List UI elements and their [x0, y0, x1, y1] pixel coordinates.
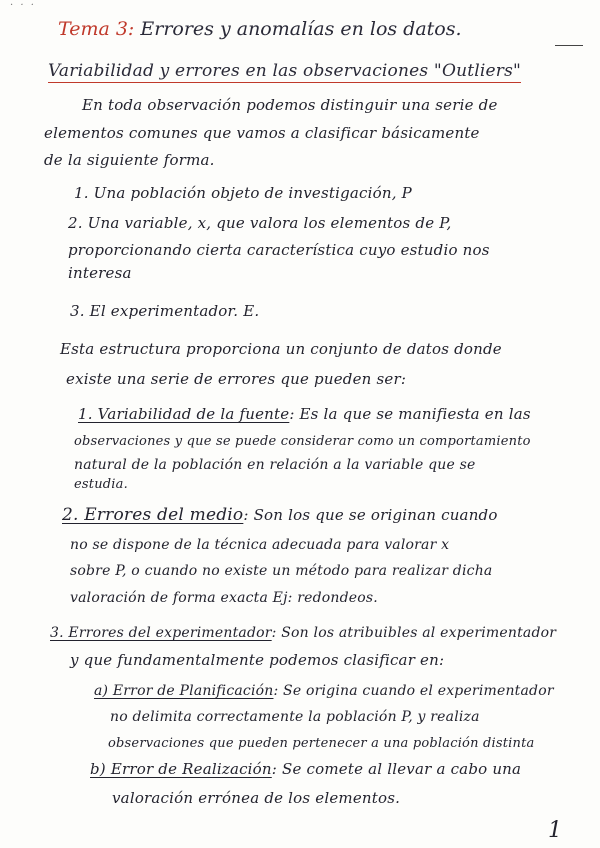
error-1-first-line	[78, 405, 531, 423]
corner-dots-icon: · · ·	[10, 0, 36, 11]
page-title	[58, 18, 462, 40]
intro-line-2: elementos comunes que vamos a clasificar básicamente	[44, 124, 480, 142]
error-1-heading: 1. Variabilidad de la fuente	[78, 405, 290, 423]
structure-line-2: existe una serie de errores que pueden ser:	[66, 370, 407, 388]
element-3: 3. El experimentador. E.	[70, 302, 260, 320]
topic-title: Errores y anomalías en los datos.	[140, 18, 462, 40]
error-2-line-4: valoración de forma exacta Ej: redondeos.	[70, 590, 378, 606]
sub-a-line-3: observaciones que pueden pertenecer a una población distinta	[108, 736, 535, 751]
margin-dash	[555, 45, 583, 46]
error-3-line-2: y que fundamentalmente podemos clasificar en:	[70, 651, 445, 669]
sub-a-line-2: no delimita correctamente la población P, y realiza	[110, 709, 480, 725]
error-1-text: : Es la que se manifiesta en las	[289, 405, 531, 423]
page-number: 1	[548, 818, 562, 843]
intro-line-1: En toda observación podemos distinguir una serie de	[82, 96, 498, 114]
sub-a-text: : Se origina cuando el experimentador	[273, 683, 554, 699]
error-3-first-line	[50, 624, 556, 642]
error-1-line-4: estudia.	[74, 477, 128, 492]
error-1-line-2: observaciones y que se puede considerar como un comportamiento	[74, 434, 531, 449]
sub-b-line-2: valoración errónea de los elementos.	[112, 789, 401, 807]
element-2-cont: proporcionando cierta característica cuyo estudio nos	[68, 241, 490, 259]
error-1-line-3: natural de la población en relación a la variable que se	[74, 457, 476, 473]
error-2-first-line	[62, 506, 498, 524]
sub-b-heading: b) Error de Realización	[90, 760, 272, 778]
error-3-heading: 3. Errores del experimentador	[50, 625, 272, 641]
element-2: 2. Una variable, x, que valora los elementos de P,	[68, 214, 452, 232]
sub-b-text: : Se comete al llevar a cabo una	[271, 760, 522, 778]
sub-b-first-line	[90, 760, 521, 778]
error-2-line-3: sobre P, o cuando no existe un método para realizar dicha	[70, 563, 493, 579]
error-3-text: : Son los atribuibles al experimentador	[271, 625, 557, 641]
error-2-line-2: no se dispone de la técnica adecuada para valorar x	[70, 537, 450, 553]
element-2-end: interesa	[68, 264, 132, 282]
section-title: Variabilidad y errores en las observaciones "Outliers"	[48, 61, 522, 81]
sub-a-first-line	[94, 682, 554, 700]
sub-a-heading: a) Error de Planificación	[94, 683, 274, 699]
element-1: 1. Una población objeto de investigación, P	[74, 184, 412, 202]
structure-line-1: Esta estructura proporciona un conjunto de datos donde	[60, 340, 502, 358]
error-2-heading: 2. Errores del medio	[62, 505, 244, 525]
error-2-text: : Son los que se originan cuando	[243, 506, 498, 524]
intro-line-3: de la siguiente forma.	[44, 151, 215, 169]
topic-label: Tema 3:	[58, 18, 135, 40]
